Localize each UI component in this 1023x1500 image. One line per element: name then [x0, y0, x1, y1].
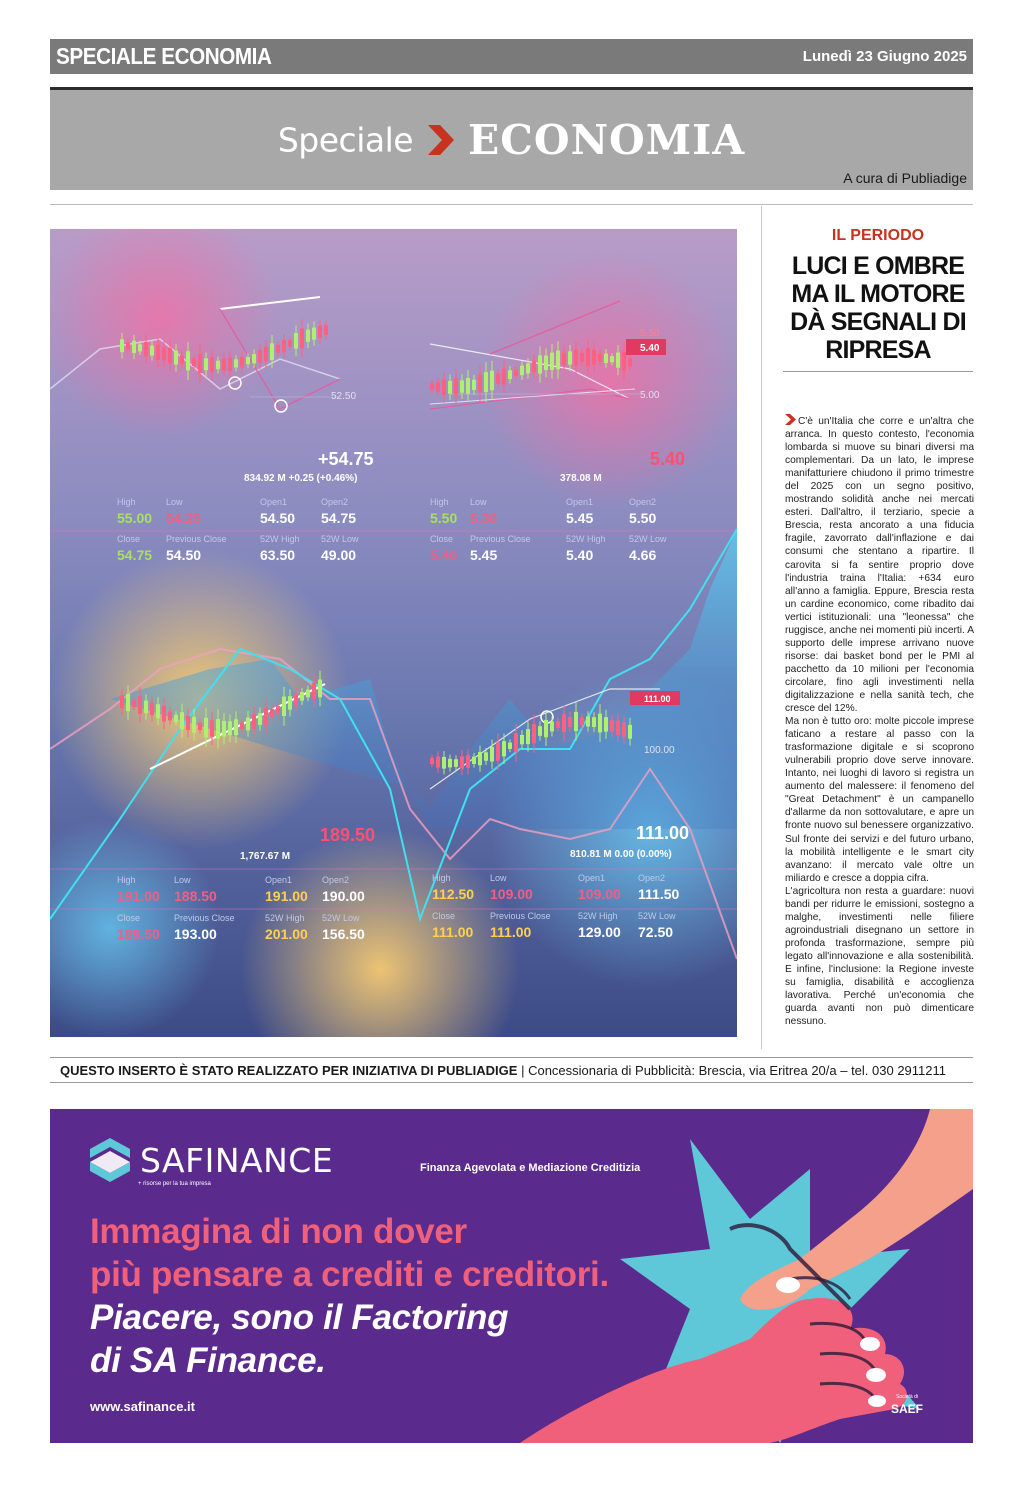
candlestick-body: [496, 374, 500, 384]
saef-group-logo: Società di SAEF: [891, 1394, 924, 1416]
candlestick-body: [484, 372, 488, 392]
candlestick-body: [502, 368, 506, 384]
svg-text:Close: Close: [430, 534, 454, 544]
masthead-word-economia: ECONOMIA: [467, 116, 746, 164]
colophon-contact: Concessionaria di Pubblicità: Brescia, via Eritrea 20/a – tel. 030 2911211: [528, 1063, 947, 1078]
candlestick-body: [442, 379, 446, 395]
candlestick-body: [300, 329, 304, 348]
candlestick-body: [156, 345, 160, 360]
svg-text:High: High: [117, 875, 136, 885]
svg-text:5.45: 5.45: [566, 510, 594, 526]
article-paragraph: L'agricoltura non resta a guardare: nuovi bandi per ridurre le emissioni, sostegno a malghe, investimenti nelle filiere agroindustriali disegnano un settore in profonda trasformazione, sempre più legato all'innovazione e alla sostenibilità. E infine, l'inclusione: la Regione investe su famiglia, disabilità e accoglienza lavorativa. Perché un'economia che guarda avanti non può dimenticare nessuno.: [785, 885, 974, 1028]
svg-text:Low: Low: [174, 875, 191, 885]
svg-text:Close: Close: [117, 913, 141, 923]
candlestick-body: [228, 357, 232, 371]
svg-text:Previous Close: Previous Close: [490, 911, 551, 921]
svg-text:High: High: [117, 497, 136, 507]
svg-text:Open1: Open1: [265, 875, 293, 885]
candlestick-body: [252, 354, 256, 363]
candlestick-body: [144, 701, 148, 714]
candlestick-body: [514, 369, 518, 375]
candlestick-body: [526, 363, 530, 373]
candlestick-body: [282, 697, 286, 716]
masthead-word-speciale: Speciale: [277, 120, 414, 160]
svg-text:Low: Low: [166, 497, 183, 507]
candlestick-body: [204, 718, 208, 738]
candlestick-body: [222, 359, 226, 371]
chart-mark: 100.00: [644, 745, 675, 756]
svg-text:55.00: 55.00: [117, 510, 153, 526]
svg-text:Open1: Open1: [578, 873, 606, 883]
candlestick-body: [150, 346, 154, 356]
candlestick-body: [120, 695, 124, 708]
candlestick-body: [216, 719, 220, 739]
candlestick-body: [216, 361, 220, 369]
candlestick-body: [478, 752, 482, 765]
candlestick-body: [568, 717, 572, 727]
candlestick-body: [186, 716, 190, 730]
candlestick-body: [276, 706, 280, 713]
candlestick-body: [508, 743, 512, 749]
candlestick-body: [294, 694, 298, 706]
candlestick-body: [580, 717, 584, 725]
candlestick-body: [144, 342, 148, 356]
candlestick-body: [568, 351, 572, 364]
candlestick-body: [466, 755, 470, 767]
running-head: [50, 39, 973, 74]
svg-text:810.81 M 0.00 (0.00%): 810.81 M 0.00 (0.00%): [570, 849, 672, 860]
candlestick-body: [198, 354, 202, 373]
candlestick-body: [126, 342, 130, 350]
candlestick-body: [436, 757, 440, 768]
divider: [783, 371, 973, 372]
candlestick-body: [288, 340, 292, 347]
candlestick-body: [532, 360, 536, 372]
candlestick-body: [556, 721, 560, 728]
candlestick-body: [526, 729, 530, 744]
candlestick-body: [532, 724, 536, 743]
candlestick-body: [550, 721, 554, 731]
candlestick-body: [264, 347, 268, 361]
candlestick-body: [126, 694, 130, 711]
candlestick-body: [204, 358, 208, 370]
hero-image-stock-chart: [50, 229, 737, 1037]
svg-text:Open1: Open1: [260, 497, 288, 507]
svg-text:156.50: 156.50: [322, 926, 365, 942]
candlestick-body: [228, 721, 232, 735]
candlestick-body: [222, 721, 226, 737]
svg-text:52W Low: 52W Low: [638, 911, 676, 921]
svg-text:4.66: 4.66: [629, 547, 657, 563]
svg-text:52W High: 52W High: [265, 913, 305, 923]
section-name: SPECIALE ECONOMIA: [56, 43, 272, 69]
candlestick-body: [592, 350, 596, 365]
candlestick-body: [168, 712, 172, 721]
candlestick-body: [162, 348, 166, 361]
candlestick-body: [574, 349, 578, 365]
brand-tagline: + risorse per la tua impresa: [138, 1181, 211, 1187]
chevron-right-icon: [426, 123, 456, 157]
candlestick-body: [270, 343, 274, 360]
svg-text:Previous Close: Previous Close: [174, 913, 235, 923]
candlestick-body: [258, 713, 262, 725]
candlestick-body: [604, 717, 608, 732]
candlestick-body: [472, 380, 476, 390]
candlestick-body: [622, 723, 626, 737]
article-headline: LUCI E OMBRE MA IL MOTORE DÀ SEGNALI DI RIPRESA: [790, 252, 966, 364]
candlestick-body: [132, 341, 136, 353]
svg-text:1,767.67 M: 1,767.67 M: [240, 851, 291, 862]
candlestick-body: [246, 357, 250, 364]
candlestick-body: [312, 682, 316, 699]
candlestick-body: [306, 330, 310, 342]
candlestick-body: [162, 706, 166, 722]
candlestick-body: [288, 696, 292, 710]
svg-text:5.36: 5.36: [470, 510, 498, 526]
candlestick-body: [490, 371, 494, 391]
svg-text:52W Low: 52W Low: [321, 534, 359, 544]
candlestick-body: [580, 353, 584, 362]
candlestick-body: [258, 350, 262, 363]
candlestick-body: [234, 359, 238, 367]
candlestick-body: [192, 358, 196, 366]
article-kicker: IL PERIODO: [831, 227, 925, 244]
svg-text:Low: Low: [490, 873, 507, 883]
svg-text:52W Low: 52W Low: [322, 913, 360, 923]
candlestick-body: [138, 344, 142, 351]
candlestick-body: [472, 757, 476, 764]
candlestick-body: [192, 717, 196, 733]
candlestick-body: [496, 742, 500, 760]
candlestick-body: [436, 382, 440, 392]
svg-text:52W High: 52W High: [566, 534, 606, 544]
candlestick-body: [592, 717, 596, 727]
candlestick-body: [628, 358, 632, 366]
svg-text:111.50: 111.50: [638, 886, 680, 902]
ad-claim: Piacere, sono il Factoring di SA Finance.: [90, 1298, 509, 1380]
candlestick-body: [156, 704, 160, 718]
candlestick-body: [598, 714, 602, 733]
candlestick-body: [210, 720, 214, 736]
safinance-logo: [88, 1136, 333, 1184]
svg-text:188.50: 188.50: [174, 888, 217, 904]
candlestick-body: [252, 714, 256, 729]
masthead-title: [50, 116, 973, 164]
candlestick-body: [562, 714, 566, 732]
divider: [50, 204, 973, 205]
candlestick-body: [186, 351, 190, 370]
candlestick-body: [520, 735, 524, 744]
svg-text:54.75: 54.75: [321, 510, 357, 526]
masthead-credit: A cura di Publiadige: [843, 170, 967, 186]
svg-text:Low: Low: [470, 497, 487, 507]
svg-text:193.00: 193.00: [174, 926, 217, 942]
candlestick-body: [120, 339, 124, 352]
candlestick-body: [294, 333, 298, 349]
svg-text:Previous Close: Previous Close: [166, 534, 227, 544]
colophon: [60, 1063, 970, 1078]
candlestick-body: [318, 326, 322, 338]
svg-text:49.00: 49.00: [321, 547, 357, 563]
article-body: [785, 414, 974, 1028]
candlestick-body: [312, 328, 316, 340]
candlestick-body: [270, 709, 274, 717]
candlestick-body: [556, 351, 560, 370]
divider: [50, 1057, 973, 1058]
candlestick-body: [460, 756, 464, 768]
svg-text:Open1: Open1: [566, 497, 594, 507]
svg-text:Close: Close: [432, 911, 456, 921]
candlestick-body: [538, 355, 542, 373]
chart-mark: 5.40: [640, 343, 660, 354]
candlestick-body: [234, 719, 238, 735]
article-paragraph: Ma non è tutto oro: molte piccole imprese faticano a restare al passo con la trasformazione digitale e si scoprono vulnerabili proprio dove serve innovare. Intanto, nei luoghi di lavoro si registra un aumento del malessere: il fenomeno del "Great Detachment" è un campanello d'allarme da non sottovalutare, e apre un fronte nuovo sul benessere organizzativo. Sul fronte dei servizi e del futuro urbano, la mobilità intelligente e le smart city avanzano: il mercato vale oltre un miliardo e cresce a doppia cifra.: [785, 716, 974, 884]
colophon-initiative: QUESTO INSERTO È STATO REALIZZATO PER INIZIATIVA DI PUBLIADIGE: [60, 1063, 518, 1078]
candlestick-body: [174, 715, 178, 722]
svg-text:54.50: 54.50: [166, 547, 202, 563]
svg-text:Previous Close: Previous Close: [470, 534, 531, 544]
candlestick-body: [442, 757, 446, 769]
svg-text:201.00: 201.00: [265, 926, 308, 942]
svg-text:52W Low: 52W Low: [629, 534, 667, 544]
svg-text:111.00: 111.00: [432, 924, 474, 940]
svg-text:129.00: 129.00: [578, 924, 621, 940]
svg-text:190.00: 190.00: [322, 888, 365, 904]
svg-text:5.40: 5.40: [566, 547, 594, 563]
svg-text:High: High: [430, 497, 449, 507]
svg-text:109.00: 109.00: [490, 886, 533, 902]
ad-website-link[interactable]: www.safinance.it: [90, 1399, 195, 1414]
candlestick-body: [550, 353, 554, 370]
candlestick-body: [544, 720, 548, 737]
candlestick-body: [502, 741, 506, 756]
candlestick-body: [180, 712, 184, 729]
candlestick-body: [544, 356, 548, 370]
candlestick-body: [318, 680, 322, 698]
candlestick-body: [324, 325, 328, 335]
svg-text:109.00: 109.00: [578, 886, 621, 902]
candlestick-body: [246, 718, 250, 731]
candlestick-body: [448, 381, 452, 394]
candlestick-body: [132, 700, 136, 707]
svg-text:189.50: 189.50: [117, 926, 160, 942]
brand-name: SAFINANCE: [140, 1140, 334, 1180]
article-paragraph: C'è un'Italia che corre e un'altra che arranca. In questo contesto, l'economia lombarda si muove su binari diversi ma complementari. Da un lato, le imprese manifatturiere chiudono il primo trimestre del 2025 con un segno positivo, mostrando solidità anche nei mercati esteri. Dall'altro, il terziario, specie a Brescia, resta ancorato a una fiducia fragile, zavorrato dall'inflazione e dai consumi che stentano a ripartire. Il carovita si fa sentire proprio dove l'industria traina l'Italia: +634 euro all'anno a famiglia. Eppure, Brescia resta un cardine economico, come ribadito dai vertici istituzionali: una "leonessa" che ruggisce, anche nei momenti più incerti. A supporto delle imprese arrivano nuove risorse: dai basket bond per le PMI al pacchetto da 10 milioni per l'economia circolare, fino agli investimenti nella digitalizzazione e nella sanità tech, che cresce del 12%.: [785, 416, 974, 715]
candlestick-body: [538, 726, 542, 736]
candlestick-body: [198, 723, 202, 731]
svg-text:52W High: 52W High: [260, 534, 300, 544]
svg-text:54.50: 54.50: [260, 510, 296, 526]
candlestick-body: [490, 747, 494, 762]
svg-text:Open2: Open2: [638, 873, 666, 883]
ad-services: Finanza Agevolata e Mediazione Creditizia: [420, 1162, 641, 1174]
colophon-separator: |: [521, 1063, 525, 1078]
candlestick-body: [430, 383, 434, 390]
svg-text:111.00: 111.00: [490, 924, 532, 940]
svg-text:5.40: 5.40: [430, 547, 458, 563]
candlestick-body: [264, 707, 268, 725]
candlestick-body: [150, 703, 154, 715]
chevron-right-icon: [785, 414, 796, 425]
candlestick-body: [460, 380, 464, 392]
safinance-logo-icon: [88, 1136, 132, 1184]
svg-text:191.00: 191.00: [117, 888, 160, 904]
issue-date: Lunedì 23 Giugno 2025: [802, 48, 967, 65]
svg-text:63.50: 63.50: [260, 547, 296, 563]
candlestick-body: [168, 348, 172, 363]
svg-text:54.75: 54.75: [117, 547, 153, 563]
candlestick-body: [598, 354, 602, 362]
ad-headline: Immagina di non dover più pensare a crediti e creditori.: [90, 1212, 609, 1294]
candlestick-body: [138, 696, 142, 714]
candlestick-body: [430, 758, 434, 764]
chart-mark: 5.00: [640, 390, 660, 401]
svg-text:52W High: 52W High: [578, 911, 618, 921]
candlestick-body: [610, 356, 614, 362]
candlestick-body: [448, 759, 452, 768]
advertisement-safinance: [50, 1109, 973, 1443]
svg-text:Open2: Open2: [322, 875, 350, 885]
candlestick-body: [276, 345, 280, 353]
candlestick-body: [586, 716, 590, 726]
chart-mark: 5.50: [640, 328, 660, 339]
svg-text:5.45: 5.45: [470, 547, 498, 563]
candlestick-body: [610, 720, 614, 731]
svg-text:Open2: Open2: [321, 497, 349, 507]
chart-mark: 111.00: [644, 694, 671, 704]
svg-text:191.00: 191.00: [265, 888, 308, 904]
svg-text:112.50: 112.50: [432, 886, 475, 902]
svg-text:+54.75: +54.75: [318, 449, 374, 469]
candlestick-body: [454, 378, 458, 396]
candlestick-body: [484, 752, 488, 760]
svg-text:High: High: [432, 873, 451, 883]
svg-text:5.40: 5.40: [650, 449, 686, 469]
candlestick-body: [586, 348, 590, 366]
candlestick-body: [562, 353, 566, 366]
svg-text:54.25: 54.25: [166, 510, 202, 526]
svg-text:5.50: 5.50: [430, 510, 458, 526]
candlestick-body: [300, 692, 304, 701]
candlestick-body: [616, 353, 620, 368]
candlestick-body: [454, 759, 458, 767]
svg-text:5.50: 5.50: [629, 510, 657, 526]
chart-mark: 52.50: [331, 391, 357, 402]
column-divider: [761, 206, 762, 1049]
candlestick-body: [514, 733, 518, 752]
candlestick-body: [210, 357, 214, 372]
svg-text:Open2: Open2: [629, 497, 657, 507]
candlestick-body: [604, 354, 608, 363]
candlestick-body: [466, 378, 470, 394]
candlestick-body: [622, 352, 626, 371]
svg-text:Close: Close: [117, 534, 141, 544]
svg-text:72.50: 72.50: [638, 924, 674, 940]
masthead: [50, 87, 973, 190]
divider: [50, 1082, 973, 1083]
candlestick-body: [478, 374, 482, 392]
svg-text:378.08 M: 378.08 M: [560, 473, 602, 484]
candlestick-body: [174, 351, 178, 365]
candlestick-body: [282, 340, 286, 352]
candlestick-body: [508, 370, 512, 379]
candlestick-body: [240, 722, 244, 729]
candlestick-body: [628, 725, 632, 739]
candlestick-body: [616, 721, 620, 735]
svg-text:111.00: 111.00: [636, 823, 690, 843]
svg-text:834.92 M +0.25 (+0.46%): 834.92 M +0.25 (+0.46%): [244, 473, 358, 484]
candlestick-body: [180, 355, 184, 363]
candlestick-body: [574, 712, 578, 731]
candlestick-body: [240, 357, 244, 368]
svg-text:189.50: 189.50: [320, 825, 376, 845]
candlestick-body: [520, 366, 524, 376]
candlestick-body: [306, 690, 310, 698]
